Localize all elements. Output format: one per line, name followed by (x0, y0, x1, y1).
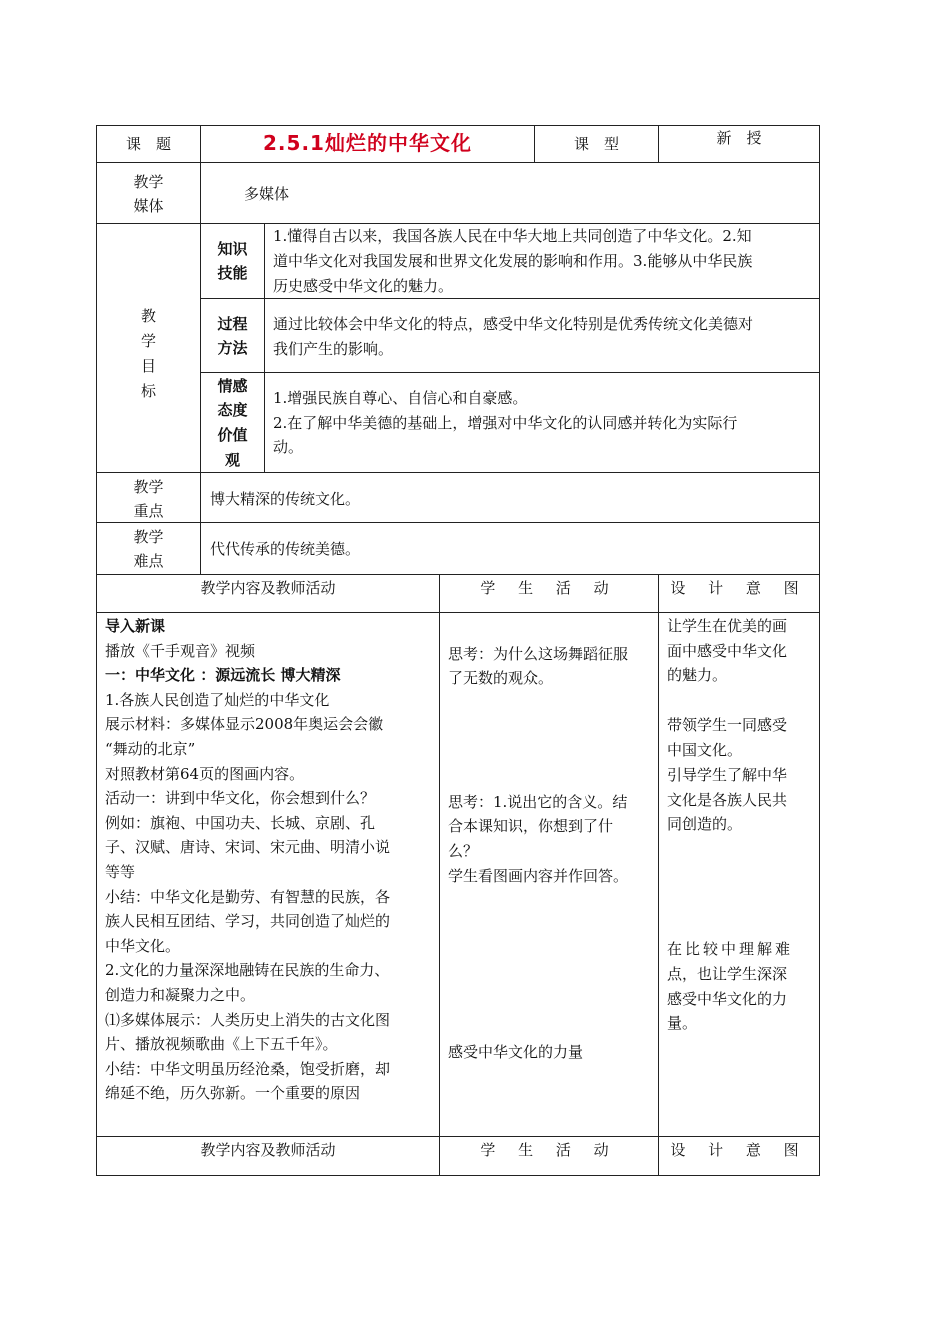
student-think-2-line-2: 合本课知识，你想到了什 (448, 817, 614, 835)
difficulty-label-2: 难点 (133, 552, 164, 570)
key-point-label-2: 重点 (133, 502, 164, 520)
topic-label: 课 题 (125, 135, 171, 153)
key-point-label-1: 教学 (133, 478, 164, 496)
design-block-2-line-4: 文化是各族人民共 (667, 791, 788, 809)
design-block-1-line-1: 让学生在优美的画 (667, 617, 788, 635)
knowledge-line-2: 道中华文化对我国发展和世界文化发展的影响和作用。3.能够从中华民族 (273, 252, 753, 270)
page-title: 2.5.1灿烂的中华文化 (263, 131, 472, 155)
design-block-1-line-3: 的魅力。 (667, 666, 728, 684)
teacher-content-line: 族人民相互团结、学习，共同创造了灿烂的 (105, 912, 391, 931)
teacher-content-line: 小结：中华文明虽历经沧桑，饱受折磨，却 (105, 1059, 391, 1078)
media-label-1: 教学 (133, 173, 164, 191)
goals-label-3: 目 (140, 357, 156, 375)
teacher-content-line: 例如：旗袍、中国功夫、长城、京剧、孔 (105, 813, 376, 832)
table-col-student-design (658, 574, 659, 1175)
student-think-2-line-3: 么？ (448, 842, 479, 860)
student-think-2-line-4: 学生看图画内容并作回答。 (448, 867, 629, 885)
table-col-sublabel-divider (264, 223, 265, 472)
design-block-2-line-5: 同创造的。 (667, 815, 743, 833)
key-point-value: 博大精深的传统文化。 (210, 490, 361, 508)
footer-header-design: 设 计 意 图 (670, 1141, 808, 1159)
teacher-content-line: 片、播放视频歌曲《上下五千年》。 (105, 1035, 338, 1054)
emotion-line-2: 2.在了解中华美德的基础上，增强对中华文化的认同感并转化为实际行 (273, 414, 738, 432)
teacher-content-line: 创造力和凝聚力之中。 (105, 985, 256, 1004)
teacher-content-list (105, 614, 437, 1106)
student-think-1-line-2: 了无数的观众。 (448, 669, 554, 687)
design-block-2-line-2: 中国文化。 (667, 741, 743, 759)
footer-header-teacher: 教学内容及教师活动 (200, 1141, 336, 1159)
teacher-content-line: 小结：中华文化是勤劳、有智慧的民族，各 (105, 887, 391, 906)
student-think-2-line-1: 思考：1.说出它的含义。结 (448, 793, 628, 811)
teacher-content-line: 导入新课 (105, 617, 166, 635)
emotion-label-1: 情感 (217, 377, 248, 395)
teacher-content-line: 1.各族人民创造了灿烂的中华文化 (105, 690, 330, 709)
table-border-row1 (96, 162, 820, 163)
goals-label-2: 学 (140, 332, 156, 350)
teacher-content-line: 播放《千手观音》视频 (105, 641, 256, 660)
table-border-left (96, 125, 97, 1175)
emotion-line-3: 动。 (273, 438, 304, 456)
table-border-row6 (96, 574, 820, 575)
teacher-content-line: ⑴多媒体展示：人类历史上消失的古文化图 (105, 1010, 391, 1029)
teacher-content-line: 中华文化。 (105, 936, 181, 955)
knowledge-line-1: 1.懂得自古以来，我国各族人民在中华大地上共同创造了中华文化。2.知 (273, 227, 752, 245)
teacher-content-line: 展示材料：多媒体显示2008年奥运会会徽 (105, 715, 384, 734)
difficulty-label-1: 教学 (133, 528, 164, 546)
process-label-1: 过程 (217, 315, 248, 333)
column-header-design: 设 计 意 图 (670, 579, 808, 597)
goals-label-1: 教 (140, 307, 156, 325)
teacher-content-line: 子、汉赋、唐诗、宋词、宋元曲、明清小说 (105, 838, 391, 857)
teacher-content-line: 活动一：讲到中华文化，你会想到什么？ (105, 789, 376, 808)
table-border-row5 (96, 522, 820, 523)
table-border-row3b (200, 372, 820, 373)
knowledge-line-3: 历史感受中华文化的魅力。 (273, 277, 454, 295)
design-block-3-line-1: 在比较中理解难 (667, 940, 794, 958)
teacher-content-line: 对照教材第64页的图画内容。 (105, 764, 305, 783)
table-col-teacher-student (439, 574, 440, 1175)
process-line-2: 我们产生的影响。 (273, 340, 394, 358)
type-value: 新 授 (716, 129, 762, 147)
difficulty-value: 代代传承的传统美德。 (210, 540, 361, 558)
knowledge-label-2: 技能 (217, 264, 248, 282)
design-block-2-line-3: 引导学生了解中华 (667, 766, 788, 784)
process-label-2: 方法 (217, 339, 248, 357)
table-border-row7 (96, 612, 820, 613)
teacher-content-line: “舞动的北京” (105, 739, 196, 758)
table-border-row8 (96, 1136, 820, 1137)
media-label-2: 媒体 (133, 197, 164, 215)
column-header-teacher: 教学内容及教师活动 (200, 579, 336, 597)
student-think-1-line-1: 思考：为什么这场舞蹈征服 (448, 645, 629, 663)
goals-label-4: 标 (140, 382, 156, 400)
teacher-content-line: 绵延不绝，历久弥新。一个重要的原因 (105, 1084, 361, 1103)
design-block-3-line-4: 量。 (667, 1014, 698, 1032)
teacher-content-line: 2.文化的力量深深地融铸在民族的生命力、 (105, 961, 390, 980)
footer-header-student: 学 生 活 动 (480, 1141, 618, 1159)
emotion-label-3: 价值 (217, 426, 248, 444)
teacher-content-line: 一：中华文化 ：源远流长 博大精深 (105, 666, 341, 685)
emotion-label-4: 观 (224, 451, 240, 469)
emotion-line-1: 1.增强民族自尊心、自信心和自豪感。 (273, 389, 528, 407)
design-block-3-line-2: 点，也让学生深深 (667, 965, 788, 983)
design-block-1-line-2: 面中感受中华文化 (667, 642, 788, 660)
design-block-2-line-1: 带领学生一同感受 (667, 716, 788, 734)
table-border-bottom (96, 1175, 820, 1176)
design-block-3-line-3: 感受中华文化的力 (667, 990, 788, 1008)
teacher-content-line: 等等 (105, 862, 136, 881)
student-feel: 感受中华文化的力量 (448, 1043, 584, 1061)
knowledge-label-1: 知识 (217, 240, 248, 258)
emotion-label-2: 态度 (217, 401, 248, 419)
table-border-right (819, 125, 820, 1175)
media-value: 多媒体 (244, 185, 290, 203)
type-label: 课 型 (573, 135, 619, 153)
column-header-student: 学 生 活 动 (480, 579, 618, 597)
process-line-1: 通过比较体会中华文化的特点，感受中华文化特别是优秀传统文化美德对 (273, 315, 754, 333)
